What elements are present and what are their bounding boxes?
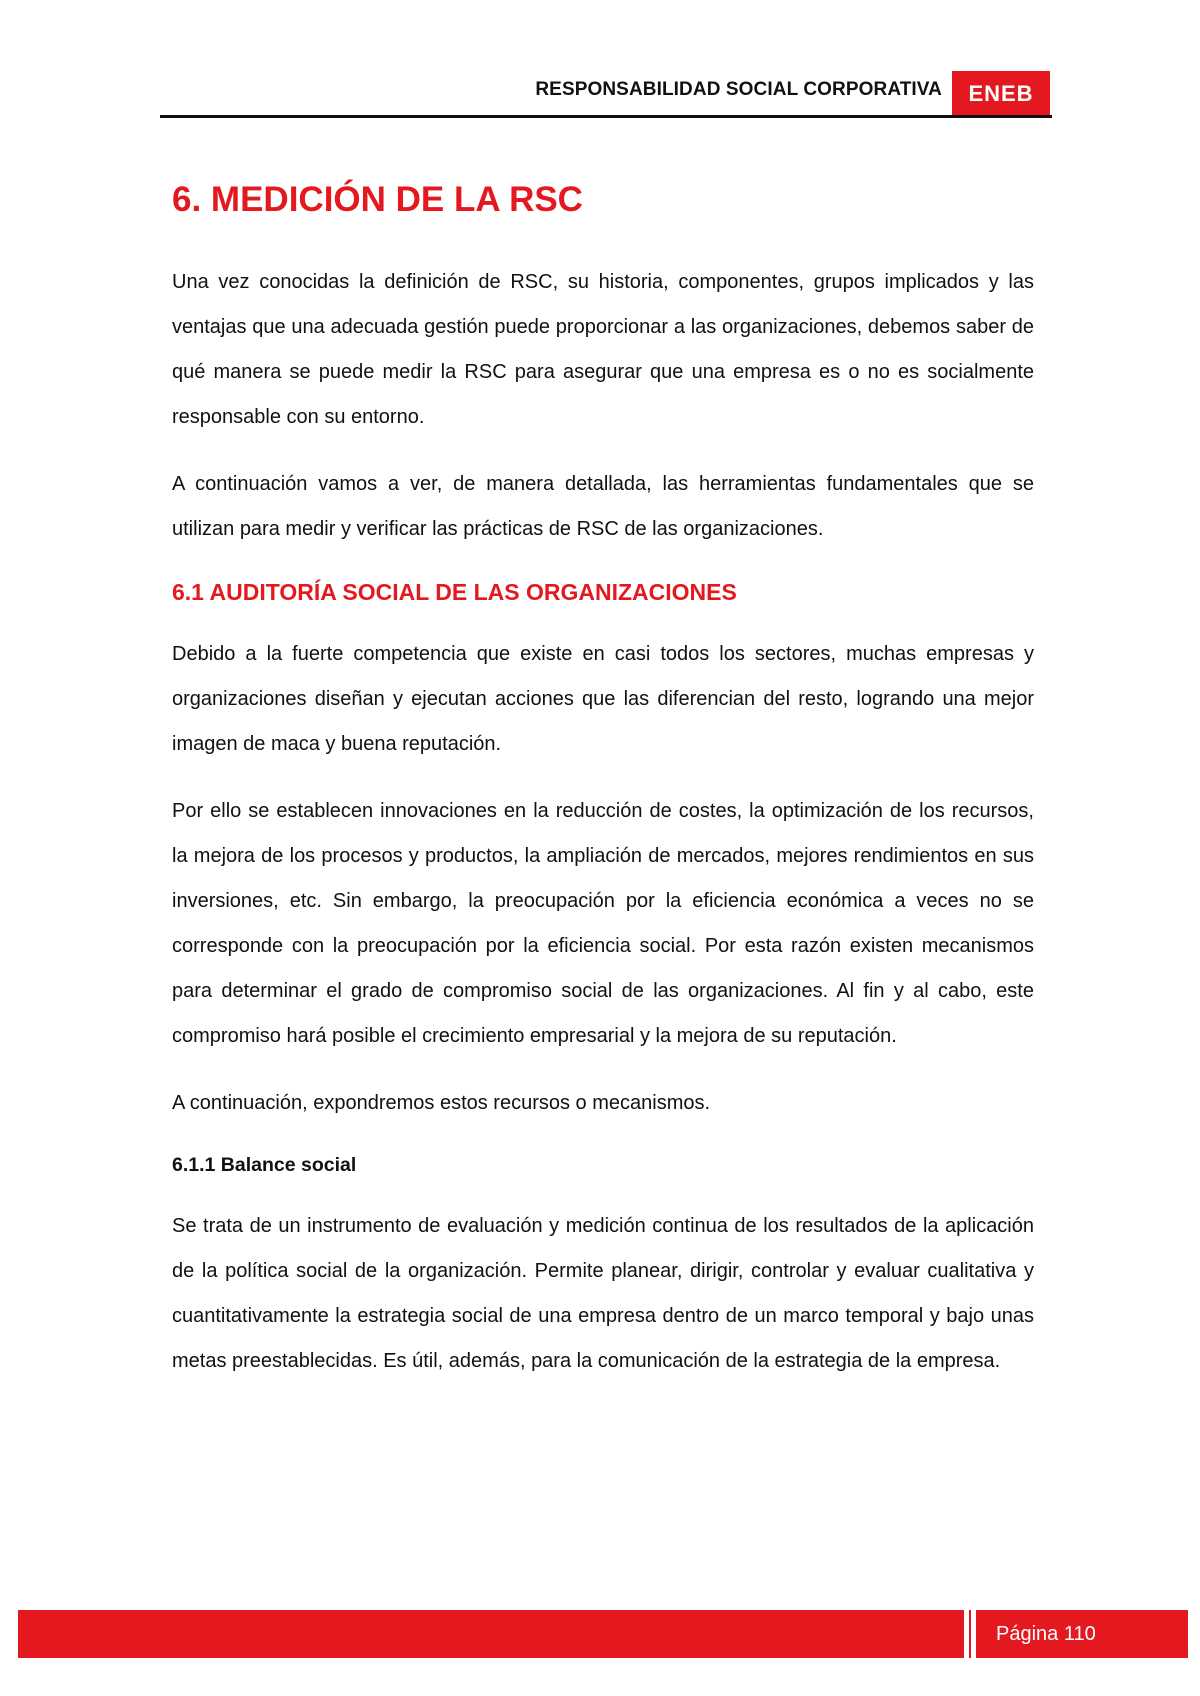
page-header bbox=[160, 75, 1050, 118]
page-footer bbox=[18, 1610, 1188, 1658]
header-divider bbox=[160, 115, 1052, 118]
section-heading: 6.1 AUDITORÍA SOCIAL DE LAS ORGANIZACIONES bbox=[172, 579, 737, 605]
intro-paragraph-1: Una vez conocidas la definición de RSC, su historia, componentes, grupos implicados y las ventajas que una adecuada gestión puede proporcionar a las organizaciones, debemos saber de qué manera se puede medir la RSC para asegurar que una empresa es o no es socialmente responsable con su entorno. bbox=[172, 271, 1034, 428]
header-title: RESPONSABILIDAD SOCIAL CORPORATIVA bbox=[535, 79, 942, 100]
eneb-logo: ENEB bbox=[952, 71, 1050, 117]
section-paragraph-3: A continuación, expondremos estos recursos o mecanismos. bbox=[172, 1092, 711, 1114]
footer-separator bbox=[969, 1610, 971, 1658]
page-content bbox=[172, 170, 1034, 1406]
section-paragraph-2: Por ello se establecen innovaciones en la reducción de costes, la optimización de los recursos, la mejora de los procesos y productos, la ampliación de mercados, mejores rendimientos en sus inversiones, etc. Sin embargo, la preocupación por la eficiencia económica a veces no se corresponde con la preocupación por la eficiencia social. Por esta razón existen mecanismos para determinar el grado de compromiso social de las organizaciones. Al fin y al cabo, este compromiso hará posible el crecimiento empresarial y la mejora de su reputación. bbox=[172, 800, 1034, 1047]
page-number: Página 110 bbox=[976, 1610, 1188, 1658]
intro-paragraph-2: A continuación vamos a ver, de manera detallada, las herramientas fundamentales que se utilizan para medir y verificar las prácticas de RSC de las organizaciones. bbox=[172, 473, 1034, 540]
chapter-heading: 6. MEDICIÓN DE LA RSC bbox=[172, 180, 583, 219]
subsection-heading: 6.1.1 Balance social bbox=[172, 1154, 357, 1176]
section-paragraph-1: Debido a la fuerte competencia que existe en casi todos los sectores, muchas empresas y organizaciones diseñan y ejecutan acciones que las diferencian del resto, logrando una mejor imagen de maca y buena reputación. bbox=[172, 643, 1034, 755]
subsection-paragraph-1: Se trata de un instrumento de evaluación y medición continua de los resultados de la aplicación de la política social de la organización. Permite planear, dirigir, controlar y evaluar cualitativa y cuantitativamente la estrategia social de una empresa dentro de un marco temporal y bajo unas metas preestablecidas. Es útil, además, para la comunicación de la estrategia de la empresa. bbox=[172, 1215, 1034, 1372]
footer-bar bbox=[18, 1610, 964, 1658]
